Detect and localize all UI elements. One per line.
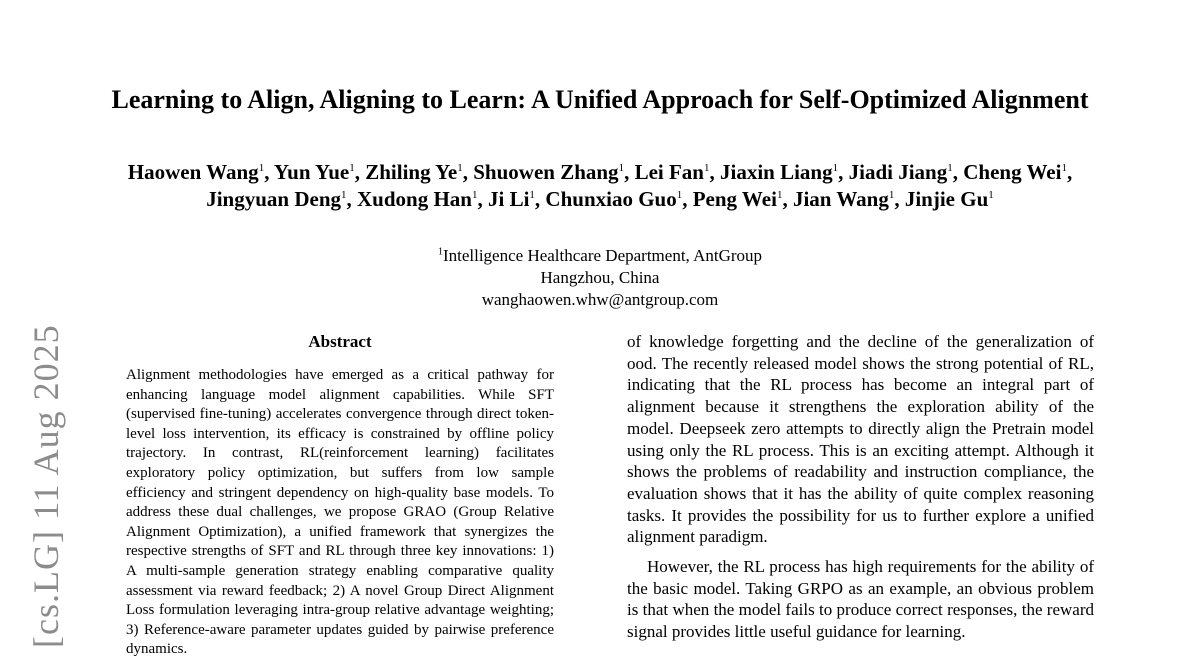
author-email: wanghaowen.whw@antgroup.com [481, 290, 719, 309]
author-affiliation-marker: 1 [471, 189, 478, 201]
author-affiliation-marker: 1 [988, 189, 994, 201]
author-name: Cheng Wei [963, 160, 1062, 184]
author-affiliation-marker: 1 [676, 189, 683, 201]
arxiv-identifier-stamp: [cs.LG] 11 Aug 2025 [26, 324, 66, 648]
author-affiliation-marker: 1 [258, 162, 265, 174]
author-affiliation-marker: 1 [618, 162, 625, 174]
author-name: Shuowen Zhang [473, 160, 619, 184]
author-list: Haowen Wang$^1$, Yun Yue$^1$, Zhiling Ye$^1$, Shuowen Zhang$^1$, Lei Fan$^1$, Jiaxin Liang$^1$, Jiadi Jiang$^1$, Cheng Wei$^1$, Jingyuan Deng$^1$, Xudong Han$^1$, Ji Li$^1$, Chunxiao Guo$^1$, Peng Wei$^1$, Jian Wang$^1$, Jinjie Gu$^1$ [127, 160, 1073, 211]
author-name: Zhiling Ye [365, 160, 458, 184]
author-affiliation-marker: 1 [947, 162, 953, 174]
author-affiliation-marker: 1 [341, 189, 347, 201]
author-name: Peng Wei [692, 187, 777, 211]
author-affiliation-marker: 1 [457, 162, 463, 174]
author-name: Lei Fan [634, 160, 704, 184]
author-affiliation-marker: 1 [703, 162, 710, 174]
author-affiliation-marker: 1 [776, 189, 783, 201]
affiliation-marker: 1 [437, 246, 443, 258]
author-name: Jiadi Jiang [848, 160, 948, 184]
author-name: Jiaxin Liang [719, 160, 833, 184]
abstract-heading: Abstract [308, 332, 372, 351]
author-name: Xudong Han [357, 187, 472, 211]
affiliation-location: Hangzhou, China [540, 268, 660, 287]
body-paragraph: However, the RL process has high requirements for the ability of the basic model. Taking GRPO as an example, an obvious problem is that when the model fails to produce correct responses, the reward signal provides little useful guidance for learning. [627, 557, 1094, 642]
paper-title: Learning to Align, Aligning to Learn: A Unified Approach for Self-Optimized Alignment [111, 85, 1089, 114]
author-affiliation-marker: 1 [1061, 162, 1067, 174]
author-name: Jian Wang [792, 187, 889, 211]
author-name: Yun Yue [273, 160, 350, 184]
affiliation-department-text: Intelligence Healthcare Department, AntGroup [442, 246, 763, 265]
body-column-right [627, 331, 1094, 643]
author-name: Ji Li [487, 187, 530, 211]
author-affiliation-marker: 1 [529, 189, 535, 201]
author-affiliation-marker: 1 [888, 189, 895, 201]
author-affiliation-marker: 1 [832, 162, 839, 174]
author-name: Jingyuan Deng [206, 187, 342, 211]
author-affiliation-marker: 1 [349, 162, 355, 174]
abstract-text: Alignment methodologies have emerged as a critical pathway for enhancing language model alignment capabilities. While SFT (supervised fine-tuning) accelerates convergence through direct token-level loss intervention, its efficacy is constrained by offline policy trajectory. In contrast, RL(reinforcement learning) facilitates exploratory policy optimization, but suffers from low sample efficiency and stringent dependency on high-quality base models. To address these dual challenges, we propose GRAO (Group Relative Alignment Optimization), a unified framework that synergizes the respective strengths of SFT and RL through three key innovations: 1) A multi-sample generation strategy enabling comparative quality assessment via reward feedback; 2) A novel Group Direct Alignment Loss formulation leveraging intra-group relative advantage weighting; 3) Reference-aware parameter updates guided by pairwise preference dynamics. [126, 367, 554, 658]
author-name: Haowen Wang [127, 160, 259, 184]
author-name: Jinjie Gu [904, 187, 989, 211]
author-name: Chunxiao Guo [545, 187, 677, 211]
affiliation-department [200, 245, 1000, 267]
body-paragraph: of knowledge forgetting and the decline of the generalization of ood. The recently released model shows the strong potential of RL, indicating that the RL process has become an integral part of alignment because it strengthens the exploration ability of the model. Deepseek zero attempts to directly align the Pretrain model using only the RL process. This is an exciting attempt. Although it shows the problems of readability and instruction compliance, the evaluation shows that it has the ability of quite complex reasoning tasks. It provides the possibility for us to further explore a unified alignment paradigm. [627, 332, 1094, 547]
